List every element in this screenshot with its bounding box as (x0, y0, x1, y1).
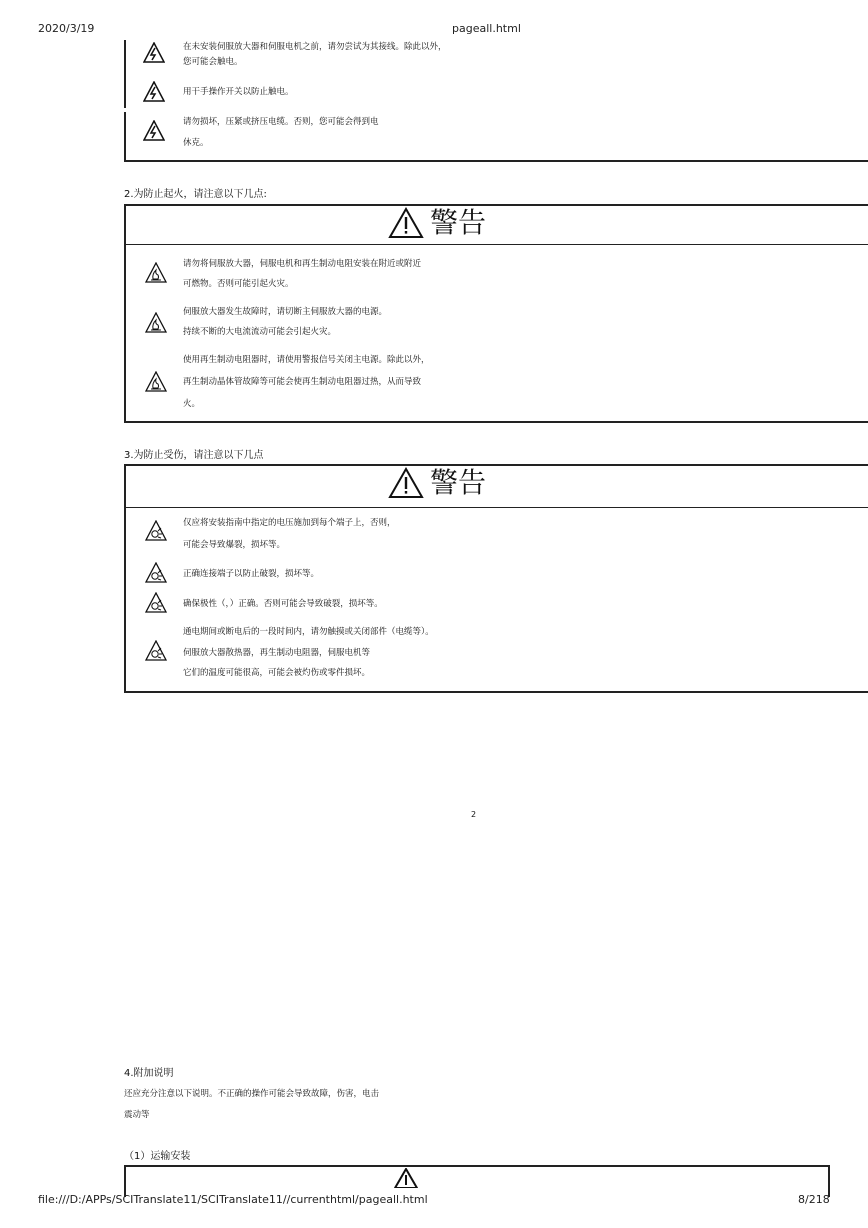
injury-row-4b: 伺服放大器散热器，再生制动电阻器，伺服电机等 (183, 648, 371, 658)
burst-hazard-icon (145, 592, 167, 614)
print-date: 2020/3/19 (38, 22, 95, 35)
fire-row-1: 请勿将伺服放大器，伺服电机和再生制动电阻安装在附近或附近 (183, 259, 422, 269)
electric-shock-icon (143, 81, 165, 103)
transport-subheading: （1）运输安装 (124, 1151, 191, 1162)
injury-row-4: 通电期间或断电后的一段时间内，请勿触摸或关闭部件（电缆等）。 (183, 627, 434, 637)
fire-row-2b: 持续不断的大电流流动可能会引起火灾。 (183, 327, 337, 337)
injury-row-1b: 可能会导致爆裂，损坏等。 (183, 540, 286, 550)
fire-row-3: 使用再生制动电阻器时，请使用警报信号关闭主电源。除此以外， (183, 355, 430, 365)
section-4-line-2: 震动等 (124, 1110, 150, 1120)
warning-triangle-icon (388, 467, 424, 499)
shock-row-3b: 休克。 (183, 138, 209, 148)
injury-row-2: 正确连接端子以防止破裂，损坏等。 (183, 569, 320, 579)
fire-row-3c: 火。 (183, 399, 201, 409)
print-title: pageall.html (452, 22, 521, 35)
section-3-heading: 3.为防止受伤，请注意以下几点 (124, 450, 264, 461)
injury-row-1: 仅应将安装指南中指定的电压施加到每个端子上，否则， (183, 518, 396, 528)
burst-hazard-icon (145, 562, 167, 584)
page-number: 2 (471, 810, 477, 819)
section-4-line-1: 还应充分注意以下说明。不正确的操作可能会导致故障，伤害，电击 (124, 1089, 380, 1099)
burst-hazard-icon (145, 520, 167, 542)
warning-triangle-icon (388, 207, 424, 239)
warning-banner (388, 207, 486, 239)
section-4-heading: 4.附加说明 (124, 1068, 174, 1079)
injury-row-4c: 它们的温度可能很高，可能会被灼伤或零件损坏。 (183, 668, 371, 678)
fire-row-3b: 再生制动晶体管故障等可能会使再生制动电阻器过热，从而导致 (183, 377, 422, 387)
burst-hazard-icon (145, 640, 167, 662)
fire-box-divider (124, 244, 868, 245)
fire-row-1b: 可燃物。否则可能引起火灾。 (183, 279, 294, 289)
electric-shock-icon (143, 120, 165, 142)
fire-hazard-icon (145, 312, 167, 334)
warning-banner (388, 467, 486, 499)
injury-box-divider (124, 507, 868, 508)
shock-row-2: 用干手操作开关以防止触电。 (183, 87, 294, 97)
print-footer-path: file:///D:/APPs/SCITranslate11/SCITranslate11//currenthtml/pageall.html (38, 1193, 428, 1206)
shock-row-1b: 您可能会触电。 (183, 57, 243, 67)
shock-row-3: 请勿损坏，压紧或挤压电缆。否则，您可能会得到电 (183, 117, 379, 127)
fire-hazard-icon (145, 262, 167, 284)
warning-triangle-icon (394, 1168, 418, 1188)
injury-row-3: 确保极性（，）正确。否则可能会导致破裂，损坏等。 (183, 599, 383, 609)
electric-shock-icon (143, 42, 165, 64)
fire-hazard-icon (145, 371, 167, 393)
warning-word: 警告 (430, 206, 487, 239)
section-2-heading: 2.为防止起火，请注意以下几点: (124, 189, 267, 200)
warning-word: 警告 (430, 466, 487, 499)
shock-row-1: 在未安装伺服放大器和伺服电机之前，请勿尝试为其接线。除此以外， (183, 42, 447, 52)
print-footer-page: 8/218 (798, 1193, 830, 1206)
shock-box-divider (124, 108, 128, 112)
fire-row-2: 伺服放大器发生故障时，请切断主伺服放大器的电源。 (183, 307, 388, 317)
